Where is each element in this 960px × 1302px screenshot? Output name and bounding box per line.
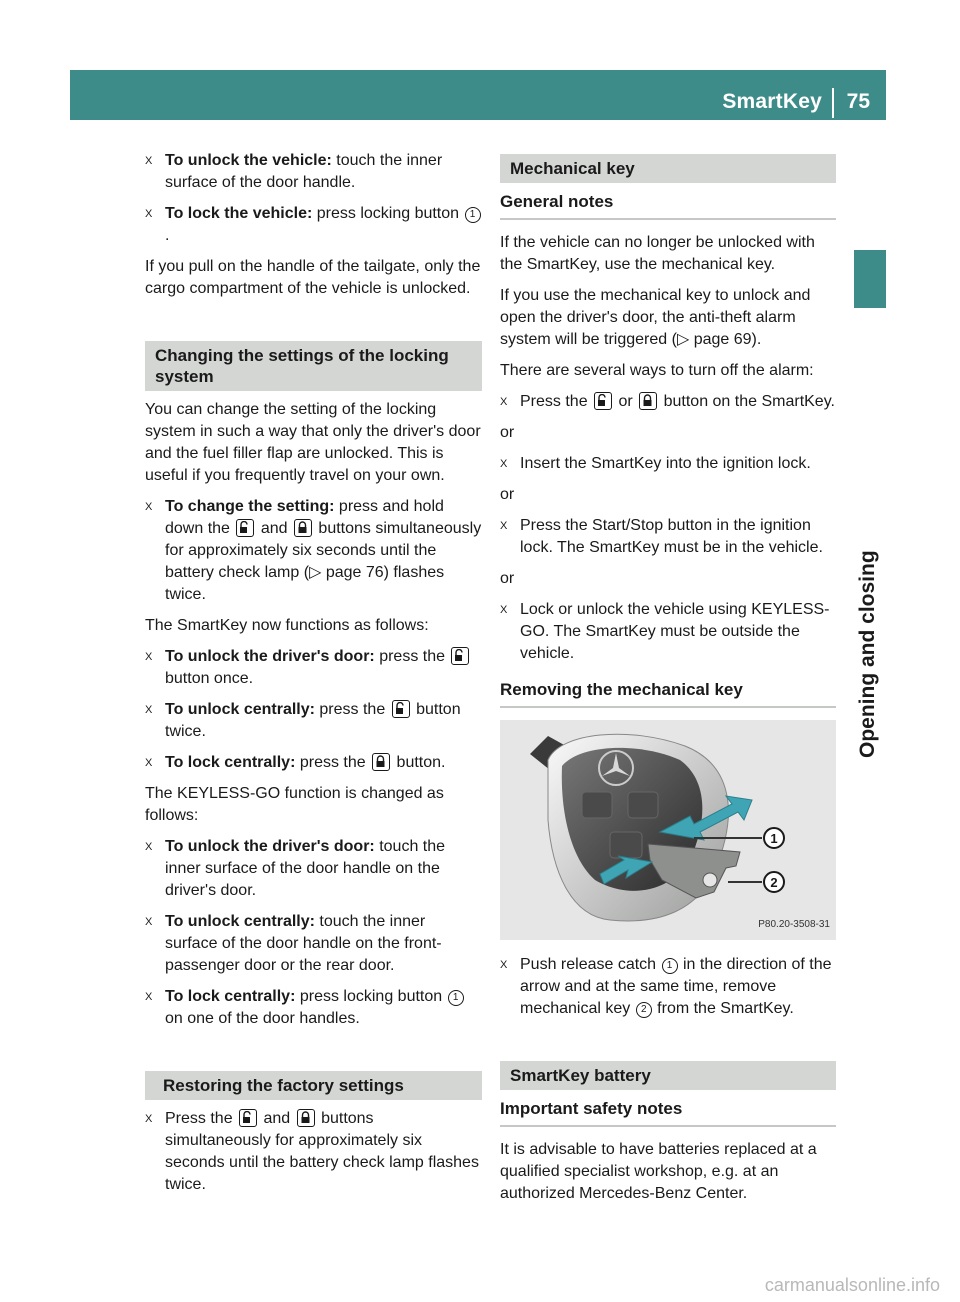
unlock-button-icon <box>594 392 612 410</box>
section-restoring: Restoring the factory settings <box>145 1071 482 1100</box>
lock-button-icon <box>372 753 390 771</box>
page-number: 75 <box>846 90 870 113</box>
step-unlock-vehicle: X To unlock the vehicle: touch the inner surface of the door handle. <box>145 152 443 191</box>
callout-1-icon: 1 <box>662 958 678 974</box>
step-arrow-icon: X <box>145 155 153 167</box>
section-mechanical-key: Mechanical key <box>500 154 836 183</box>
step-arrow-icon: X <box>500 520 508 532</box>
step-arrow-icon: X <box>145 208 153 220</box>
step-arrow-icon: X <box>145 651 153 663</box>
subheading-removing-key: Removing the mechanical key <box>500 679 836 708</box>
unlock-button-icon <box>451 647 469 665</box>
callout-1-icon: 1 <box>448 990 464 1006</box>
page-ref-icon: ▷ <box>676 331 690 348</box>
para-tailgate: If you pull on the handle of the tailgate, only the cargo compartment of the vehicle is unlocked. <box>145 258 481 297</box>
header-title: SmartKey <box>722 90 822 113</box>
step-arrow-icon: X <box>145 1113 153 1125</box>
step-change-setting: X To change the setting: press and hold down the and buttons simultaneously for approximately six seconds until the battery check lamp (▷ page 76) flashes twice. <box>145 498 482 603</box>
unlock-button-icon <box>236 519 254 537</box>
step-lock-centrally: X To lock centrally: press the button. <box>145 752 482 774</box>
subheading-general-notes: General notes <box>500 191 836 220</box>
step-arrow-icon: X <box>145 916 153 928</box>
section-changing-settings: Changing the settings of the locking system <box>145 341 482 391</box>
para-battery: It is advisable to have batteries replaced at a qualified specialist workshop, e.g. at an authorized Mercedes-Benz Center. <box>500 1141 817 1202</box>
smartkey-figure <box>500 720 836 940</box>
figure-callout-1-label: 1 <box>770 831 778 846</box>
watermark: carmanualsonline.info <box>764 1275 940 1295</box>
chapter-tab <box>854 250 886 308</box>
step-arrow-icon: X <box>145 841 153 853</box>
figure-code: P80.20-3508-31 <box>758 919 830 930</box>
unlock-button-icon <box>239 1109 257 1127</box>
step-arrow-icon: X <box>500 604 508 616</box>
lock-button-icon <box>297 1109 315 1127</box>
step-arrow-icon: X <box>500 959 508 971</box>
step-arrow-icon: X <box>145 991 153 1003</box>
para-general-2: If you use the mechanical key to unlock and open the driver's door, the anti-theft alarm system will be triggered (▷ page 69). <box>500 287 811 348</box>
step-kg-unlock-centrally: X To unlock centrally: touch the inner surface of the door handle on the front-passenger door or the rear door. <box>145 913 442 974</box>
step-unlock-driver: X To unlock the driver's door: press the button once. <box>145 646 482 690</box>
step-push-release: X Push release catch 1 in the direction of the arrow and at the same time, remove mechanical key 2 from the SmartKey. <box>500 956 832 1017</box>
header-bar <box>70 70 886 120</box>
step-start-stop: X Press the Start/Stop button in the ignition lock. The SmartKey must be in the vehicle. <box>500 517 823 556</box>
callout-1-icon: 1 <box>465 207 481 223</box>
para-functions: The SmartKey now functions as follows: <box>145 617 429 634</box>
subheading-safety-notes: Important safety notes <box>500 1098 836 1127</box>
step-unlock-centrally: X To unlock centrally: press the button twice. <box>145 701 461 740</box>
step-arrow-icon: X <box>145 501 153 513</box>
figure-callout-2-label: 2 <box>770 875 778 890</box>
step-press-buttons: X Press the or button on the SmartKey. <box>500 391 836 413</box>
step-insert-key: X Insert the SmartKey into the ignition lock. <box>500 453 836 475</box>
step-kg-unlock-driver: X To unlock the driver's door: touch the inner surface of the door handle on the driver's door. <box>145 838 446 899</box>
step-kg-lock-centrally: X To lock centrally: press locking button 1 on one of the door handles. <box>145 986 482 1030</box>
header-separator <box>832 88 834 118</box>
or-text: or <box>500 424 515 441</box>
or-text: or <box>500 570 515 587</box>
right-column <box>500 154 836 1214</box>
callout-2-icon: 2 <box>636 1002 652 1018</box>
section-smartkey-battery: SmartKey battery <box>500 1061 836 1090</box>
or-text: or <box>500 486 515 503</box>
step-keyless-go: X Lock or unlock the vehicle using KEYLESS-GO. The SmartKey must be outside the vehicle. <box>500 601 830 662</box>
left-column <box>145 150 482 1205</box>
step-arrow-icon: X <box>500 396 508 408</box>
page-ref-icon: ▷ <box>309 564 322 581</box>
para-alarm: There are several ways to turn off the alarm: <box>500 362 814 379</box>
chapter-label: Opening and closing <box>856 550 879 758</box>
step-arrow-icon: X <box>500 458 508 470</box>
smartkey-illustration <box>500 720 836 940</box>
lock-button-icon <box>294 519 312 537</box>
unlock-button-icon <box>392 700 410 718</box>
para-keyless: The KEYLESS-GO function is changed as follows: <box>145 785 444 824</box>
step-restore: X Press the and buttons simultaneously for approximately six seconds until the battery check lamp flashes twice. <box>145 1110 479 1193</box>
step-arrow-icon: X <box>145 757 153 769</box>
step-arrow-icon: X <box>145 704 153 716</box>
para-change-intro: You can change the setting of the locking system in such a way that only the driver's door and the fuel filler flap are unlocked. This is useful if you frequently travel on your own. <box>145 401 481 484</box>
step-lock-vehicle: X To lock the vehicle: press locking button 1. <box>145 203 482 247</box>
lock-button-icon <box>639 392 657 410</box>
para-general-1: If the vehicle can no longer be unlocked with the SmartKey, use the mechanical key. <box>500 234 815 273</box>
